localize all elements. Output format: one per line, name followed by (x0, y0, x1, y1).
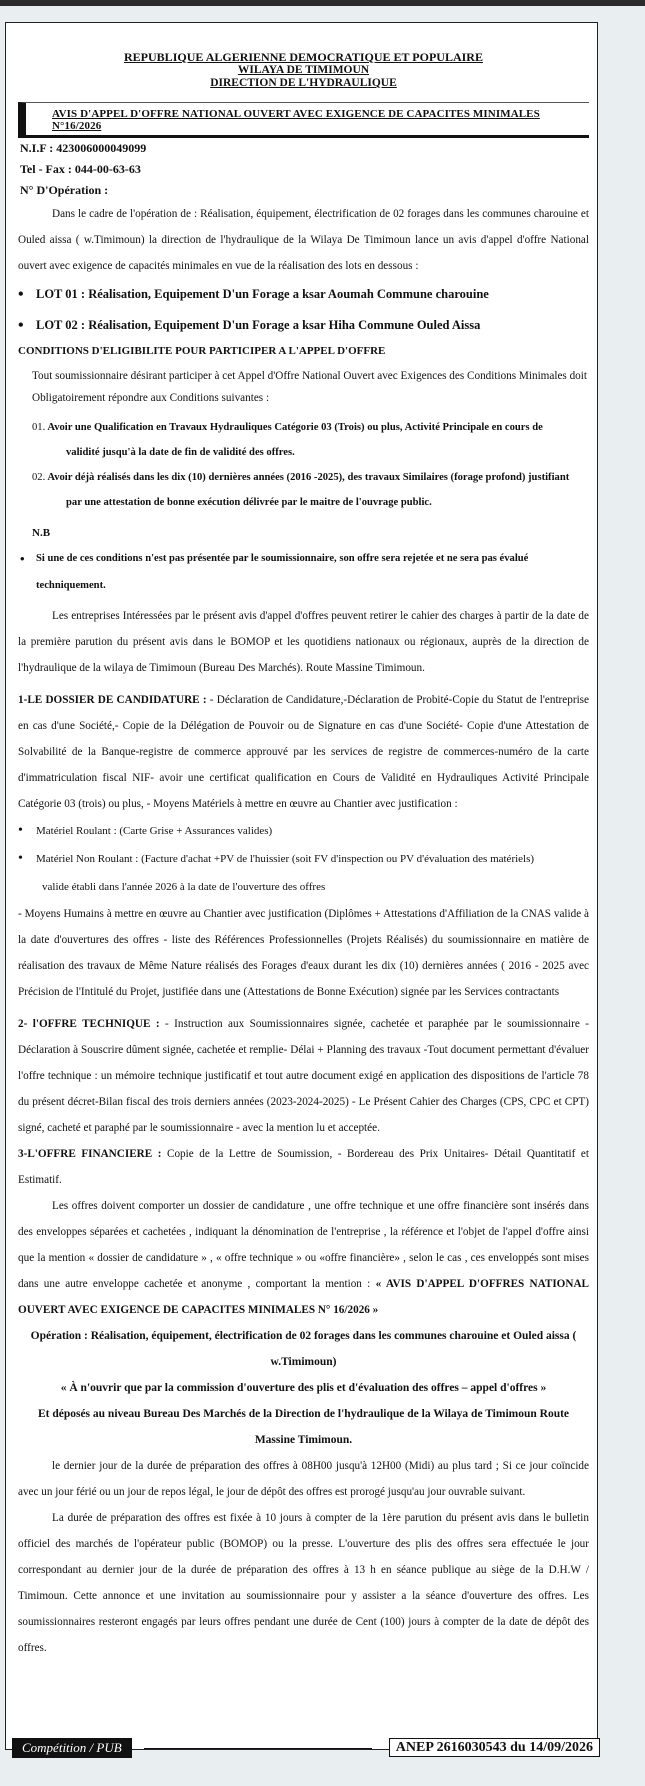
offers-text: Les offres doivent comporter un dossier de candidature , une offre technique et une offre financière sont insérés dans des enveloppes séparées et cachetées , indiquant la dénomination de l'entreprise , la référence et l'objet de l'appel d'offre ainsi que la mention « dossier de candidature » , « offre technique » ou «offre financière» , selon le cas , ces enveloppés sont mises dans une autre enveloppe cachetée et anonyme , comportant la mention : (18, 1200, 589, 1290)
wilaya-line: WILAYA DE TIMIMOUN (237, 64, 370, 76)
condition-text-cont: validité jusqu'à la date de fin de validité des offres. (66, 447, 295, 458)
notice-page (5, 22, 598, 1750)
condition-02 (18, 465, 589, 515)
last-day-paragraph: le dernier jour de la durée de préparation des offres à 08H00 jusqu'à 12H00 (Midi) au plus tard ; Si ce jour coïncide avec un jour férié ou un jour de repos légal, le jour de dépôt des offres est prorogé jusqu'au jour ouvrable suivant. (18, 1460, 589, 1498)
tel-fax-line: Tel - Fax : 044-00-63-63 (20, 162, 141, 176)
footer (12, 1738, 598, 1758)
nif-line: N.I.F : 423006000049099 (20, 141, 147, 155)
duration-paragraph: La durée de préparation des offres est fixée à 10 jours à compter de la 1ère parution du présent avis dans le bulletin officiel des marchés de l'opérateur public (BOMOP) ou la presse. L'ouverture des plis des offres sera effectuée le jour correspondant au dernier jour de la durée de préparation des offres à 13 h en séance publique au siège de la D.H.W / Timimoun. Cette annonce et une invitation au soumissionnaire pour y assister a la séance d'ouverture des offres. Les soumissionnaires resteront engagés par leurs offres pendant une durée de Cent (100) jours à compter de la date de dépôt des offres. (18, 1512, 589, 1654)
intro-paragraph: Dans le cadre de l'opération de : Réalisation, équipement, électrification de 02 forages dans les communes charouine et Ouled aissa ( w.Timimoun) la direction de l'hydraulique de la Wilaya De Timimoun lance un avis d'appel d'offre National ouvert avec exigence de capacités minimales en vue de la réalisation des lots en dessous : (18, 208, 589, 272)
dossier-label: 1-LE DOSSIER DE CANDIDATURE : (18, 694, 207, 706)
condition-text-cont: par une attestation de bonne exécution délivrée par le maitre de l'ouvrage public. (66, 497, 432, 508)
notice-content (18, 29, 589, 1749)
avis-title: AVIS D'APPEL D'OFFRE NATIONAL OUVERT AVEC EXIGENCE DE CAPACITES MINIMALES N°16/2026 (18, 102, 589, 138)
offre-technique-paragraph (18, 1011, 589, 1141)
materiel-roulant (18, 817, 589, 845)
nb-label: N.B (32, 527, 51, 539)
eligibility-intro: Tout soumissionnaire désirant participer à cet Appel d'Offre National Ouvert avec Exigences des Conditions Minimales doit Obligatoirement répondre aux Conditions suivantes : (32, 370, 587, 404)
condition-text: Avoir une Qualification en Travaux Hydrauliques Catégorie 03 (Trois) ou plus, Activité Principale en cours de (47, 422, 543, 433)
withdraw-paragraph: Les entreprises Intéressées par le présent avis d'appel d'offres peuvent retirer le cahier des charges à partir de la date de la première parution du présent avis dans le BOMOP et les quotidiens nationaux ou régionaux, auprès de la direction de l'hydraulique de la wilaya de Timimoun (Bureau Des Marchés). Route Massine Timimoun. (18, 610, 589, 674)
offers-mention: « AVIS D'APPEL D'OFFRES NATIONAL OUVERT AVEC EXIGENCE DE CAPACITES MINIMALES N° 16/2026 » (18, 1278, 590, 1316)
condition-number: 01. (32, 422, 46, 433)
condition-text: Avoir déjà réalisés dans les dix (10) dernières années (2016 -2025), des travaux Similaires (forage profond) justifiant (47, 472, 570, 483)
eligibility-title: CONDITIONS D'ELIGIBILITE POUR PARTICIPER A L'APPEL D'OFFRE (18, 345, 386, 357)
operation-number-line: N° D'Opération : (20, 183, 109, 197)
offre-technique-text: - Instruction aux Soumissionnaires signée, cachetée et paraphée par le soumissionnaire - Déclaration à Souscrire dûment signée, cachetée et remplie- Délai + Planning des travaux -Tout document permettant d'évaluer l'offre technique : un mémoire technique justificatif et tout autre document exigé en application des dispositions de l'article 78 du présent décret-Bilan fiscal des trois derniers années (2023-2024-2025) - Le Présent Cahier des Charges (CPS, CPC et CPT) signé, cacheté et paraphé par le soumissionnaire - avec la mention lu et acceptée. (18, 1018, 589, 1134)
materiel-text: Matériel Roulant : (Carte Grise + Assurances valides) (36, 825, 273, 837)
deposit-notice: Et déposés au niveau Bureau Des Marchés de la Direction de l'hydraulique de la Wilaya de Timimoun Route Massine Timimoun. (37, 1408, 570, 1446)
anep-reference: ANEP 2616030543 du 14/09/2026 (389, 1738, 600, 1757)
moyens-humains-paragraph: - Moyens Humains à mettre en œuvre au Chantier avec justification (Diplômes + Attestations d'Affiliation de la CNAS valide à la date d'ouvertures des offres - liste des Références Professionnelles (Projets Réalisés) du soumissionnaire en matière de réalisation des travaux de Même Nature réalisés des Forages d'eaux durant les dix (10) dernières années ( 2016 - 2025 avec Précision de l'Intitulé du Projet, justifiée dans une (Attestations de Bonne Exécution) signée par les Services contractants (18, 908, 589, 998)
condition-number: 02. (32, 472, 46, 483)
lot-01: • LOT 01 : Réalisation, Equipement D'un Forage a ksar Aoumah Commune charouine (18, 279, 589, 310)
nb-text: • Si une de ces conditions n'est pas présentée par le soumissionnaire, son offre sera rejetée et ne sera pas évalué techniquement. (18, 545, 589, 599)
offre-financiere-text: Copie de la Lettre de Soumission, - Bordereau des Prix Unitaires- Détail Quantitatif et Estimatif. (18, 1148, 589, 1186)
republic-line: REPUBLIQUE ALGERIENNE DEMOCRATIQUE ET POPULAIRE (124, 50, 483, 64)
top-border-bar (0, 0, 645, 6)
offre-financiere-paragraph (18, 1141, 589, 1193)
letterhead (18, 51, 589, 90)
do-not-open-notice: « À n'ouvrir que par la commission d'ouverture des plis et d'évaluation des offres – appel d'offres » (60, 1382, 547, 1394)
dossier-paragraph (18, 687, 589, 817)
operation-center: Opération : Réalisation, équipement, électrification de 02 forages dans les communes charouine et Ouled aissa ( w.Timimoun) (30, 1330, 577, 1368)
footer-rule (144, 1748, 372, 1749)
offre-financiere-label: 3-L'OFFRE FINANCIERE : (18, 1148, 162, 1160)
direction-line: DIRECTION DE L'HYDRAULIQUE (210, 77, 397, 89)
offre-technique-label: 2- l'OFFRE TECHNIQUE : (18, 1018, 160, 1030)
materiel-text: Matériel Non Roulant : (Facture d'achat +PV de l'huissier (soit FV d'inspection ou PV d'évaluation des matériels) (36, 853, 535, 865)
dossier-text: - Déclaration de Candidature,-Déclaration de Probité-Copie du Statut de l'entreprise en cas d'une Société,- Copie de la Délégation de Pouvoir ou de Signature en cas d'une Société- Copie d'une Attestation de Solvabilité de la Banque-registre de commerce approuvé par les services de registre de commerces-numéro de la carte d'immatriculation fiscal NIF- avoir une certificat qualification en Cours de Validité en Hydrauliques Activité Principale Catégorie 03 (trois) ou plus, - Moyens Matériels à mettre en œuvre au Chantier avec justification : (18, 694, 589, 810)
competition-label: Compétition / PUB (12, 1738, 132, 1758)
offers-paragraph (18, 1193, 589, 1323)
materiel-text-cont: valide établi dans l'année 2026 à la date de l'ouverture des offres (42, 881, 326, 893)
lot-02: • LOT 02 : Réalisation, Equipement D'un Forage a ksar Hiha Commune Ouled Aissa (18, 310, 589, 341)
materiel-non-roulant (18, 845, 589, 901)
condition-01 (18, 415, 589, 465)
